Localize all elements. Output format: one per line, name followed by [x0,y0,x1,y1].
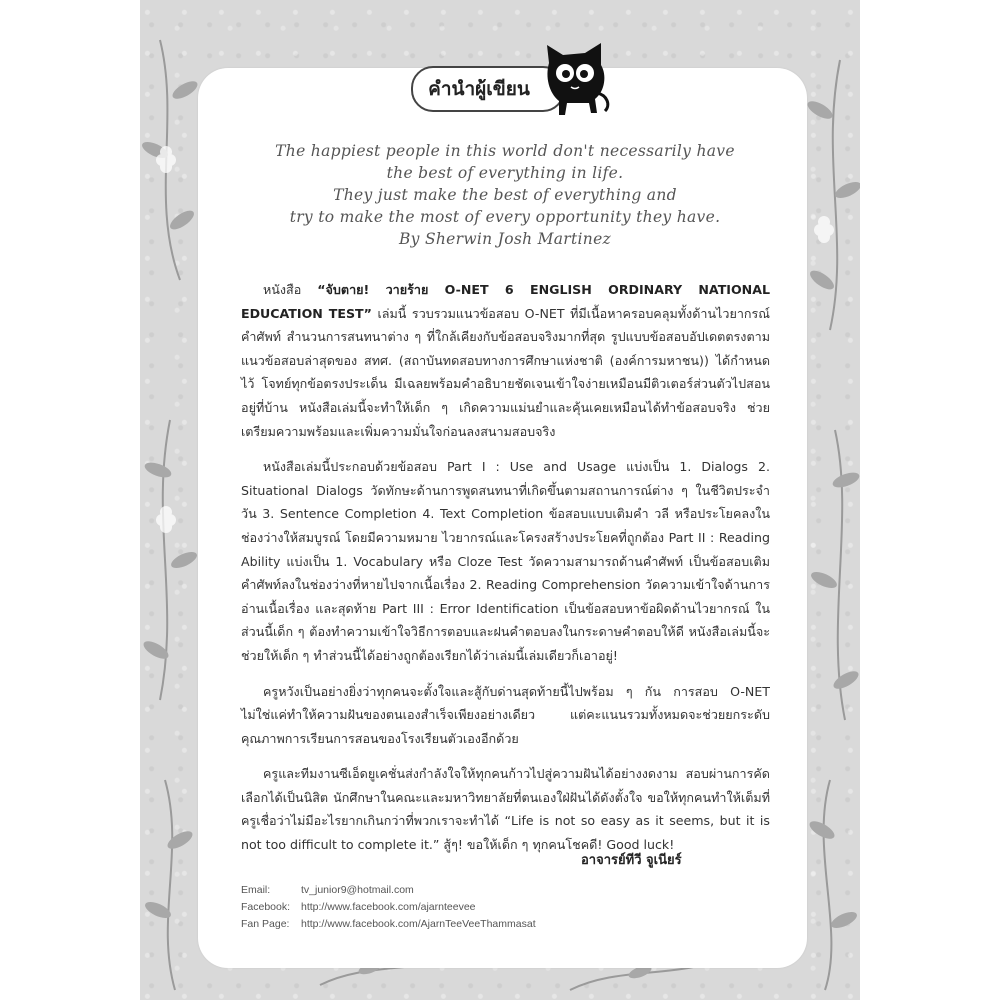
email-value: tv_junior9@hotmail.com [301,884,414,896]
contact-label: Facebook: [241,901,291,913]
preface-body [241,278,770,869]
opening-quote [250,140,760,250]
quote-line: The happiest people in this world don't necessarily have [275,142,735,160]
paragraph-4: ครูและทีมงานซีเอ็ดยูเคชั่นส่งกำลังใจให้ทุกคนก้าวไปสู่ความฝันได้อย่างงดงาม สอบผ่านการคัดเลือกได้เป็นนิสิต นักศึกษาในคณะและมหาวิทยาลัยที่ตนเองใฝ่ฝันได้ดังตั้งใจ ขอให้ทุกคนทำให้เต็มที่ ครูเชื่อว่าไม่มีอะไรยากเกินกว่าที่พวกเราจะทำได้ “Life is not so easy as it seems, but it is not too difficult to complete it.” สู้ๆ! ขอให้เด็ก ๆ ทุกคนโชคดี! Good luck! [241,766,770,853]
quote-line: They just make the best of everything and [333,186,677,204]
black-cat-icon [539,43,613,117]
paragraph-1-prefix: หนังสือ [263,282,318,297]
page-title: คำนำผู้เขียน [428,78,530,100]
paragraph-1-text: เล่มนี้ รวบรวมแนวข้อสอบ O-NET ที่มีเนื้อหาครอบคลุมทั้งด้านไวยากรณ์ คำศัพท์ สำนวนการสนทนาต่าง ๆ ที่ใกล้เคียงกับข้อสอบจริงมากที่สุด รูปแบบข้อสอบอัปเดตตรงตามแนวข้อสอบล่าสุดของ สทศ. (สถาบันทดสอบทางการศึกษาแห่งชาติ (องค์การมหาชน)) ได้กำหนดไว้ โจทย์ทุกข้อตรงประเด็น มีเฉลยพร้อมคำอธิบายชัดเจนเข้าใจง่ายเหมือนมีติวเตอร์ส่วนตัวไปสอนอยู่ที่บ้าน หนังสือเล่มนี้จะทำให้เด็ก ๆ เกิดความแม่นยำและคุ้นเคยเหมือนได้ทำข้อสอบจริง ช่วยเตรียมความพร้อมและเพิ่มความมั่นใจก่อนลงสนามสอบจริง [241,305,770,439]
contact-label: Fan Page: [241,918,290,930]
book-title: “จับตาย! วายร้าย O-NET 6 ENGLISH ORDINARY NATIONAL EDUCATION TEST” [241,282,770,321]
contact-info [241,882,536,933]
paragraph-2: หนังสือเล่มนี้ประกอบด้วยข้อสอบ Part I : Use and Usage แบ่งเป็น 1. Dialogs 2. Situational Dialogs วัดทักษะด้านการพูดสนทนาที่เกิดขึ้นตามสถานการณ์ต่าง ๆ ในชีวิตประจำวัน 3. Sentence Completion 4. Text Completion ข้อสอบแบบเติมคำ วลี หรือประโยคลงในช่องว่างให้สมบูรณ์ โดยมีความหมาย ไวยากรณ์และโครงสร้างประโยคที่ถูกต้อง Part II : Reading Ability แบ่งเป็น 1. Vocabulary หรือ Cloze Test วัดความสามารถด้านคำศัพท์ เป็นข้อสอบเติมคำศัพท์ลงในช่องว่างที่หายไปจากเนื้อเรื่อง 2. Reading Comprehension วัดความเข้าใจด้านการอ่านเนื้อเรื่อง และสุดท้าย Part III : Error Identification เป็นข้อสอบหาข้อผิดด้านไวยากรณ์ ในส่วนนี้เด็ก ๆ ต้องทำความเข้าใจวิธีการตอบและฝนคำตอบลงในกระดาษคำตอบให้ดี หนังสือเล่มนี้จะช่วยให้เด็ก ๆ ทำส่วนนี้ได้อย่างถูกต้องเรียกได้ว่าเล่มนี้เล่มเดียวก็เอาอยู่! [241,459,770,663]
contact-fanpage [241,916,536,933]
contact-label: Email: [241,884,271,896]
fanpage-value: http://www.facebook.com/AjarnTeeVeeThammasat [301,918,536,930]
quote-line: try to make the most of every opportunity they have. [289,208,721,226]
quote-attribution: By Sherwin Josh Martinez [398,230,612,248]
facebook-value: http://www.facebook.com/ajarnteevee [301,901,476,913]
quote-line: the best of everything in life. [386,164,624,182]
contact-email [241,882,536,899]
contact-facebook [241,899,536,916]
paragraph-1 [241,278,770,443]
paragraph-3: ครูหวังเป็นอย่างยิ่งว่าทุกคนจะตั้งใจและสู้กับด่านสุดท้ายนี้ไปพร้อม ๆ กัน การสอบ O-NET ไม่ใช่แค่ทำให้ความฝันของตนเองสำเร็จเพียงอย่างเดียว แต่คะแนนรวมทั้งหมดจะช่วยยกระดับคุณภาพการเรียนการสอนของโรงเรียนตัวเองอีกด้วย [241,683,770,746]
author-signature: อาจารย์ทีวี จูเนียร์ [581,853,682,868]
